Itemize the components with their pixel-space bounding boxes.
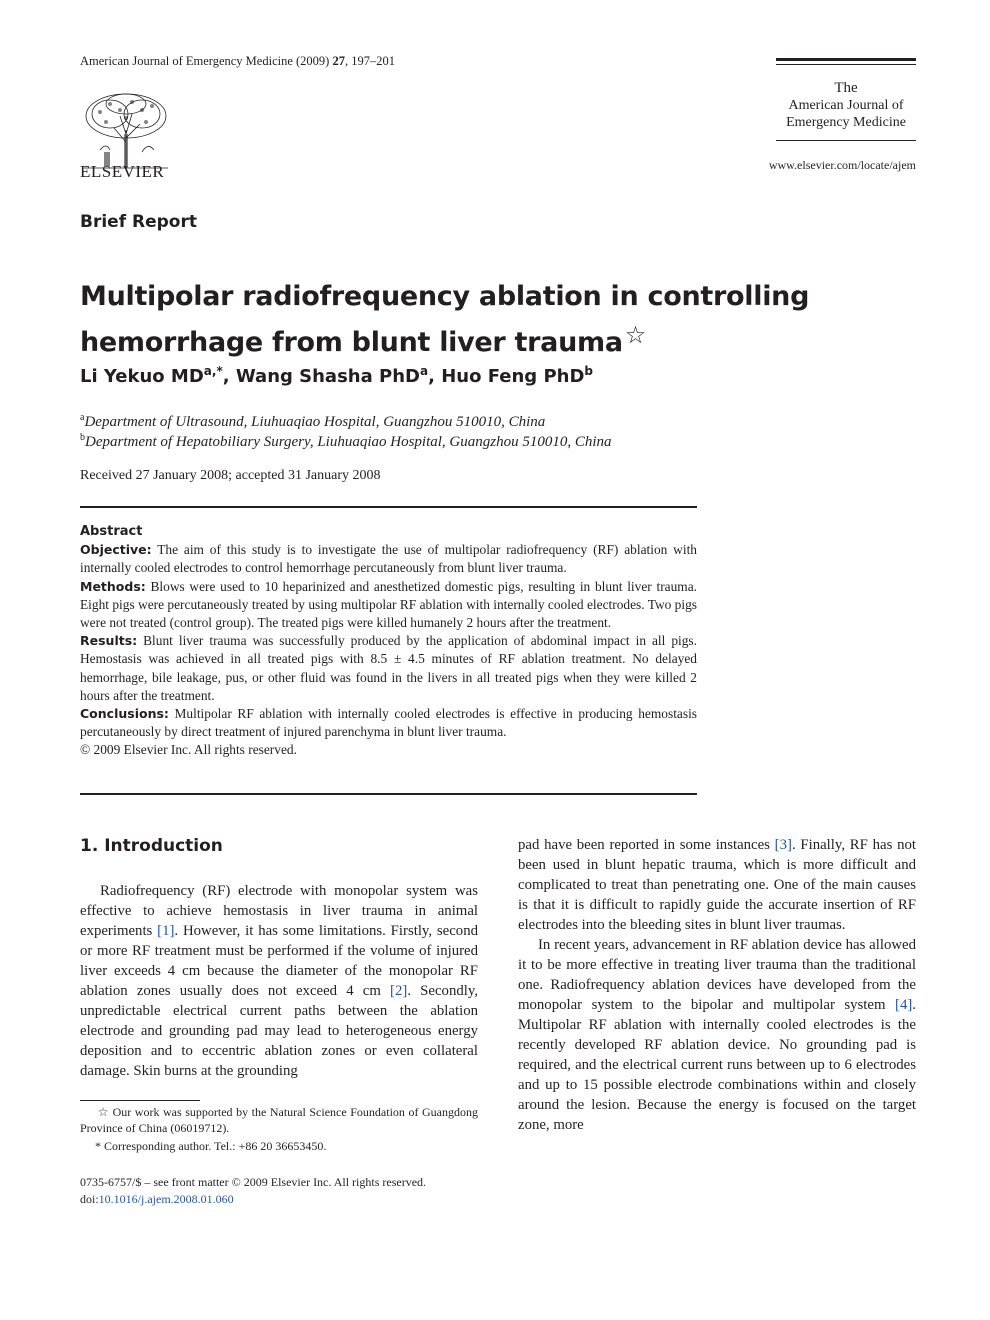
author-name: Wang Shasha PhD (235, 366, 420, 387)
results-label: Results: (80, 633, 138, 649)
title-line1: Multipolar radiofrequency ablation in controlling (80, 281, 810, 312)
journal-name-line2: American Journal of (788, 98, 904, 113)
journal-name (776, 80, 916, 131)
results-text: Blunt liver trauma was successfully produced by the application of abdominal impact in all pigs. Hemostasis was achieved in all treated pigs with 8.5 ± 4.5 minutes of RF ablation treatment. No delayed hemorrhage, bile leakage, pus, or other fluid was found in the livers in all treated pigs when they were killed 2 hours after the treatment. (80, 633, 697, 703)
abstract-methods (80, 578, 697, 633)
body-text: In recent years, advancement in RF ablation device has allowed it to be more effective in treating liver trauma than the traditional one. Radiofrequency ablation devices have developed from the monopolar system to the bipolar and multipolar system (518, 937, 916, 1013)
body-text: . Secondly, unpredictable electrical current paths between the ablation electrode and grounding pad may lead to heterogeneous energy deposition and to eccentric ablation zones or even collateral damage. Skin burns at the grounding (80, 983, 478, 1079)
article-title (80, 278, 840, 362)
title-line2-wrap (80, 316, 840, 362)
footnote-corresponding (80, 1138, 478, 1154)
affiliation-mark: a (80, 412, 85, 423)
footnote-text: Corresponding author. Tel.: +86 20 36653450. (101, 1139, 327, 1153)
abstract-objective (80, 541, 697, 577)
title-footnote-mark[interactable]: ☆ (624, 321, 646, 349)
author-separator: , (428, 366, 442, 387)
abstract-bottom-rule (80, 793, 697, 795)
left-column (80, 881, 478, 1081)
abstract-copyright: © 2009 Elsevier Inc. All rights reserved. (80, 742, 297, 758)
introduction-heading: 1. Introduction (80, 836, 223, 856)
author-affiliation-mark[interactable]: b (584, 364, 593, 378)
affiliation (80, 412, 545, 431)
journal-name-line3: Emergency Medicine (786, 115, 906, 130)
body-text: . Multipolar RF ablation with internally cooled electrodes is the recently developed RF ablation device. No grounding pad is required, and the electrical current runs between up to 6 electrodes and up to 15 possible electrode combinations within and closely around the lesion. Because the energy is focused on the target zone, more (518, 997, 916, 1133)
affiliation-text: Department of Hepatobiliary Surgery, Liuhuaqiao Hospital, Guangzhou 510010, China (85, 434, 612, 450)
journal-name-line1: The (834, 80, 858, 96)
body-text: pad have been reported in some instances (518, 837, 775, 853)
footnote-mark: ☆ (97, 1105, 110, 1119)
footnote-funding (80, 1104, 478, 1136)
body-text: Radiofrequency (RF) electrode with monopolar system was effective to achieve hemostasis in liver trauma in animal experiments (80, 883, 478, 939)
reference-link[interactable]: [2] (390, 983, 408, 999)
objective-text: The aim of this study is to investigate the use of multipolar radiofrequency (RF) ablation with internally cooled electrodes to control hemorrhage percutaneously from blunt liver trauma. (80, 542, 697, 576)
author-name: Li Yekuo MD (80, 366, 204, 387)
affiliation (80, 432, 612, 451)
journal-rule-thin (776, 64, 916, 65)
section-label: Brief Report (80, 212, 197, 232)
intro-paragraph (80, 881, 478, 1081)
footnote-text: Our work was supported by the Natural Science Foundation of Guangdong Province of China (06019712). (80, 1105, 478, 1135)
abstract-block (80, 523, 697, 760)
journal-rule-bottom (776, 140, 916, 141)
intro-paragraph (518, 835, 916, 935)
abstract-results (80, 632, 697, 705)
author-affiliation-mark[interactable]: a,* (203, 364, 223, 378)
citation-pages: , 197–201 (344, 54, 395, 68)
issn-line: 0735-6757/$ – see front matter © 2009 Elsevier Inc. All rights reserved. (80, 1175, 427, 1189)
body-text: . Finally, RF has not been used in blunt hepatic trauma, which is more difficult and complicated to treat than penetrating one. One of the main causes is that it is difficult to rapidly guide the accurate insertion of RF electrodes into the bleeding sites in blunt liver traumas. (518, 837, 916, 933)
author-separator: , (222, 366, 236, 387)
footnote-mark: * (95, 1139, 101, 1153)
abstract-top-rule (80, 506, 697, 508)
right-column (518, 835, 916, 1135)
journal-rule-thick (776, 58, 916, 61)
issn-block (80, 1174, 426, 1208)
doi-link[interactable]: 10.1016/j.ajem.2008.01.060 (98, 1192, 234, 1206)
citation-journal: American Journal of Emergency Medicine (2009) (80, 54, 330, 68)
objective-label: Objective: (80, 542, 152, 558)
received-dates: Received 27 January 2008; accepted 31 January 2008 (80, 468, 381, 483)
title-line2: hemorrhage from blunt liver trauma (80, 327, 623, 358)
elsevier-wordmark: ELSEVIER (80, 162, 165, 181)
author-list (80, 364, 593, 387)
author-name: Huo Feng PhD (441, 366, 585, 387)
reference-link[interactable]: [1] (157, 923, 175, 939)
author-affiliation-mark[interactable]: a (419, 364, 429, 378)
methods-text: Blows were used to 10 heparinized and anesthetized domestic pigs, resulting in blunt liver trauma. Eight pigs were percutaneously treated by using multipolar RF ablation with internally cooled electrodes. Two pigs were not treated (control group). The treated pigs were killed humanely 2 hours after the treatment. (80, 578, 697, 631)
journal-url-link[interactable]: www.elsevier.com/locate/ajem (768, 158, 916, 172)
body-text: . However, it has some limitations. Firstly, second or more RF treatment must be performed if the volume of injured liver exceeds 4 cm because the diameter of the monopolar RF ablation zones usually does not exceed 4 cm (80, 923, 478, 999)
conclusions-text: Multipolar RF ablation with internally cooled electrodes is effective in producing hemostasis percutaneously by direct treatment of injured parenchyma in blunt liver trauma. (80, 706, 697, 740)
citation-volume: 27 (332, 54, 345, 68)
methods-label: Methods: (80, 578, 146, 594)
conclusions-label: Conclusions: (80, 706, 169, 722)
affiliation-mark: b (80, 432, 85, 443)
footnote-rule (80, 1100, 200, 1101)
intro-paragraph (518, 935, 916, 1135)
abstract-conclusions (80, 705, 697, 741)
journal-citation (80, 54, 395, 69)
reference-link[interactable]: [4] (895, 997, 913, 1013)
abstract-heading: Abstract (80, 524, 143, 539)
affiliation-text: Department of Ultrasound, Liuhuaqiao Hospital, Guangzhou 510010, China (84, 414, 546, 430)
doi-line (80, 1191, 426, 1208)
reference-link[interactable]: [3] (774, 837, 792, 853)
doi-label: doi: (80, 1192, 99, 1206)
